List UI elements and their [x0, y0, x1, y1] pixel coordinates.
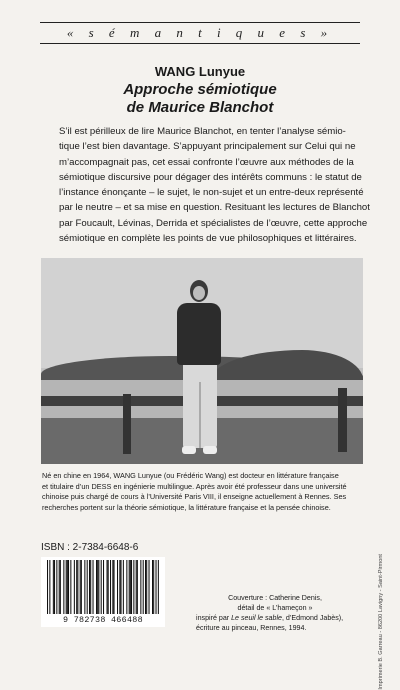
photo-person-body — [177, 303, 221, 365]
barcode-bar — [103, 560, 104, 614]
series-name: « s é m a n t i q u e s » — [66, 25, 334, 40]
photo-person-face — [193, 286, 205, 300]
book-title — [0, 81, 400, 117]
barcode-bar — [63, 560, 64, 614]
credit-line: Couverture : Catherine Denis, — [228, 594, 322, 602]
author-bio — [42, 471, 364, 513]
barcode-bar — [114, 560, 115, 614]
barcode-bar — [89, 560, 90, 614]
barcode-bar — [123, 560, 124, 614]
barcode-bar — [146, 560, 147, 614]
series-rule-top — [40, 22, 360, 23]
barcode-bar — [101, 560, 102, 614]
barcode-bar — [81, 560, 82, 614]
photo-person-legs — [183, 362, 217, 448]
barcode-number: 9 782738 466488 — [63, 615, 143, 625]
barcode-bar — [47, 560, 48, 614]
barcode-bar — [70, 560, 71, 614]
barcode-bar — [143, 560, 144, 614]
summary-line: par le neutre – et sa mise en question. Resituant les lectures de Blanchot — [59, 202, 370, 214]
credit-book-title: Le seuil le sable — [231, 614, 282, 622]
book-title-line: Approche sémiotique — [123, 81, 277, 98]
barcode-bar — [68, 560, 69, 614]
barcode-bar — [145, 560, 146, 614]
photo-person-shoe — [182, 446, 196, 454]
barcode-bar — [108, 560, 109, 614]
barcode-bar — [53, 560, 54, 614]
barcode-bar — [90, 560, 91, 614]
series-rule-bottom — [40, 43, 360, 44]
barcode-bar — [49, 560, 50, 614]
barcode-bar — [152, 560, 153, 614]
summary-line: tique l’est bien davantage. S’appuyant principalement sur Celui qui ne — [59, 141, 356, 153]
summary-text — [59, 124, 370, 246]
barcode-bar — [133, 560, 134, 614]
bio-line: Né en chine en 1964, WANG Lunyue (ou Frédéric Wang) est docteur en littérature française — [42, 471, 339, 480]
barcode-bar — [158, 560, 159, 614]
barcode-bar — [140, 560, 141, 614]
barcode-bar — [76, 560, 77, 614]
photo-fence-post — [123, 394, 131, 454]
barcode-bar — [54, 560, 55, 614]
barcode-bar — [60, 560, 61, 614]
bio-line: et titulaire d’un DESS en ingénierie multilingue. Après avoir été professeur dans une université — [42, 481, 347, 491]
cover-credit — [196, 593, 386, 633]
barcode-bar — [107, 560, 108, 614]
barcode-bar — [59, 560, 60, 614]
barcode-bar — [121, 560, 122, 614]
barcode-bars — [47, 560, 159, 614]
barcode-bar — [87, 560, 88, 614]
summary-line: par Foucault, Lévinas, Derrida et spécialistes de l’œuvre, cette approche — [59, 217, 368, 229]
bio-line: recherches portent sur la théorie sémiotique, la littérature française et la pensée chinoise. — [42, 502, 331, 512]
barcode-bar — [131, 560, 132, 614]
barcode-bar — [56, 560, 57, 614]
isbn-number: ISBN : 2-7384-6648-6 — [41, 542, 139, 553]
barcode-bar — [66, 560, 67, 614]
barcode-bar — [129, 560, 130, 614]
barcode-bar — [136, 560, 137, 614]
barcode-bar — [126, 560, 127, 614]
barcode-bar — [77, 560, 78, 614]
barcode-bar — [112, 560, 113, 614]
credit-text: inspiré par — [196, 614, 232, 622]
barcode-bar — [156, 560, 157, 614]
barcode-bar — [153, 560, 154, 614]
barcode-bar — [93, 560, 94, 614]
printer-note: Imprimerie B. Garreau - 86200 Lavigny - Saint-Pirmont — [378, 554, 384, 690]
author-photo — [41, 258, 363, 464]
barcode-bar — [137, 560, 138, 614]
barcode-bar — [119, 560, 120, 614]
series-banner — [40, 22, 360, 44]
barcode-bar — [80, 560, 81, 614]
barcode-bar — [67, 560, 68, 614]
photo-person-shoe — [203, 446, 217, 454]
author-name: WANG Lunyue — [154, 64, 246, 79]
credit-line: écriture au pinceau, Rennes, 1994. — [196, 624, 307, 632]
credit-text: , d’Edmond Jabès), — [281, 614, 344, 622]
barcode-bar — [130, 560, 131, 614]
summary-line: S’il est périlleux de lire Maurice Blanchot, en tenter l’analyse sémio- — [59, 126, 346, 137]
barcode-bar — [74, 560, 75, 614]
barcode-bar — [96, 560, 97, 614]
barcode-bar — [98, 560, 99, 614]
barcode-bar — [149, 560, 150, 614]
barcode-bar — [97, 560, 98, 614]
photo-fence-post — [338, 388, 347, 452]
summary-line: sémiotique discursive pour dégager des intérêts communs : le statut de — [59, 171, 362, 183]
barcode-bar — [84, 560, 85, 614]
credit-line — [196, 613, 386, 623]
book-title-line: de Maurice Blanchot — [126, 99, 274, 116]
barcode-bar — [110, 560, 111, 614]
barcode-bar — [117, 560, 118, 614]
credit-line: détail de « L’hameçon » — [237, 604, 313, 612]
bio-line: chinoise puis chargé de cours à l’Université Paris VIII, il enseigne actuellement à Rennes. Ses — [42, 492, 347, 502]
barcode — [41, 557, 165, 627]
summary-line: m’accompagnait pas, cet essai confronte l’œuvre aux méthodes de la — [59, 156, 354, 168]
summary-line: sémiotique en complète les points de vue philosophiques et littéraires. — [59, 233, 357, 245]
summary-line: l’instance énonçante – le sujet, le non-sujet et un entre-deux représenté — [59, 187, 364, 199]
